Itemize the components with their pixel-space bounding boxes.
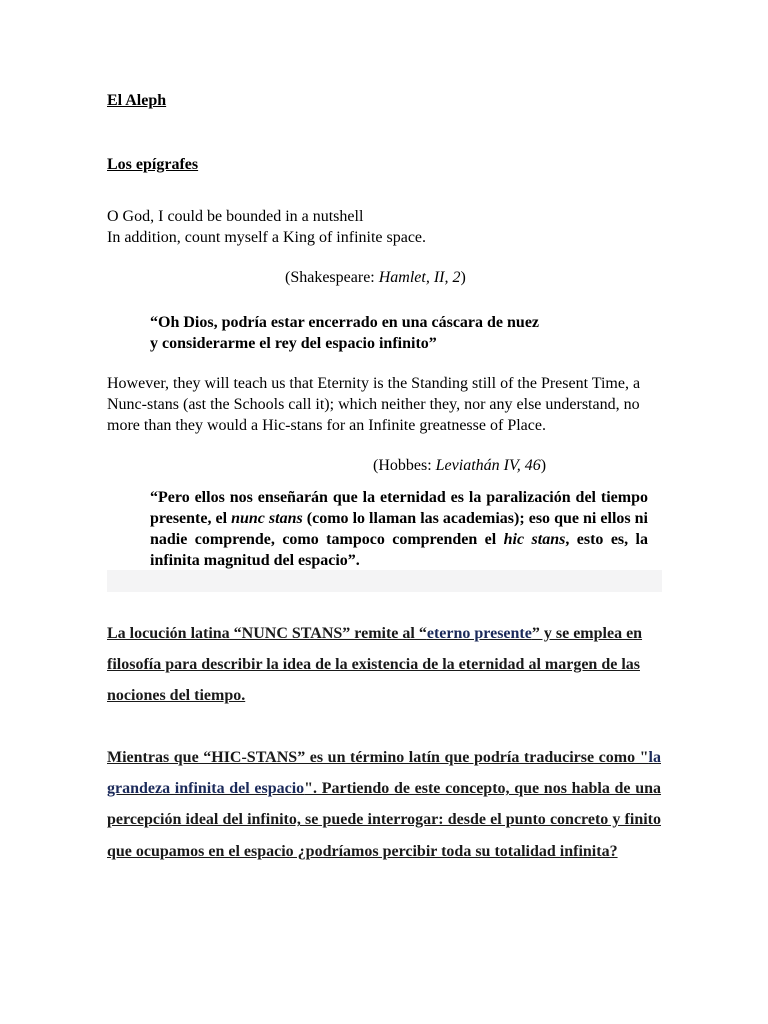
translation-line2: y considerarme el rey del espacio infinito” — [150, 335, 437, 352]
analysis1-part2: ” y se emplea en filosofía para describir la idea de la existencia de la eternidad al margen de las nociones del tiempo. — [107, 625, 643, 705]
citation-suffix: ) — [460, 269, 466, 286]
citation-prefix: (Hobbes: — [373, 457, 436, 474]
epigraph1-citation — [285, 269, 466, 287]
analysis2-highlight: la grandeza infinita del espacio — [107, 749, 661, 798]
translation-italic1: nunc stans — [231, 510, 303, 527]
analysis-hic-stans — [107, 742, 661, 867]
analysis1-part1: La locución latina “NUNC STANS” remite al “ — [107, 625, 427, 642]
epigraph2-translation — [150, 487, 648, 571]
translation-part1: “Pero ellos nos enseñarán que la eternidad es la paralización del tiempo presente, el — [150, 489, 648, 527]
analysis2-part1: Mientras que “HIC-STANS” es un término latín que podría traducirse como " — [107, 749, 649, 766]
citation-work: Hamlet, II, 2 — [378, 269, 461, 286]
citation-suffix: ) — [540, 457, 547, 474]
shaded-divider — [107, 570, 662, 592]
document-title: El Aleph — [107, 92, 167, 109]
section-heading: Los epígrafes — [107, 156, 199, 173]
citation-work: Leviathán IV, 46 — [435, 457, 541, 474]
analysis-nunc-stans — [107, 618, 661, 712]
epigraph1-line2: In addition, count myself a King of infinite space. — [107, 229, 427, 246]
epigraph2-text: However, they will teach us that Eternity is the Standing still of the Present Time, a Nunc-stans (ast the Schools call it); which neither they, nor any else understand, no more than they would a Hic-stans for an Infinite greatnesse of Place. — [107, 375, 641, 434]
epigraph2-citation — [373, 457, 546, 475]
translation-part3: , esto es, la infinita magnitud del espacio”. — [150, 531, 649, 569]
epigraph1-translation — [150, 312, 650, 354]
translation-line1: “Oh Dios, podría estar encerrado en una cáscara de nuez — [150, 314, 540, 331]
translation-italic2: hic stans — [503, 531, 566, 548]
translation-part2: (como lo llaman las academias); eso que ni ellos ni nadie comprende, como tampoco comprenden el — [150, 510, 649, 548]
analysis1-highlight: eterno presente — [426, 625, 532, 642]
epigraph1-line1: O God, I could be bounded in a nutshell — [107, 208, 364, 225]
citation-prefix: (Shakespeare: — [285, 269, 379, 286]
analysis2-part2: ". Partiendo de este concepto, que nos habla de una percepción ideal del infinito, se puede interrogar: desde el punto concreto y finito que ocupamos en el espacio ¿podríamos percibir toda su totalidad infinita? — [107, 780, 662, 860]
